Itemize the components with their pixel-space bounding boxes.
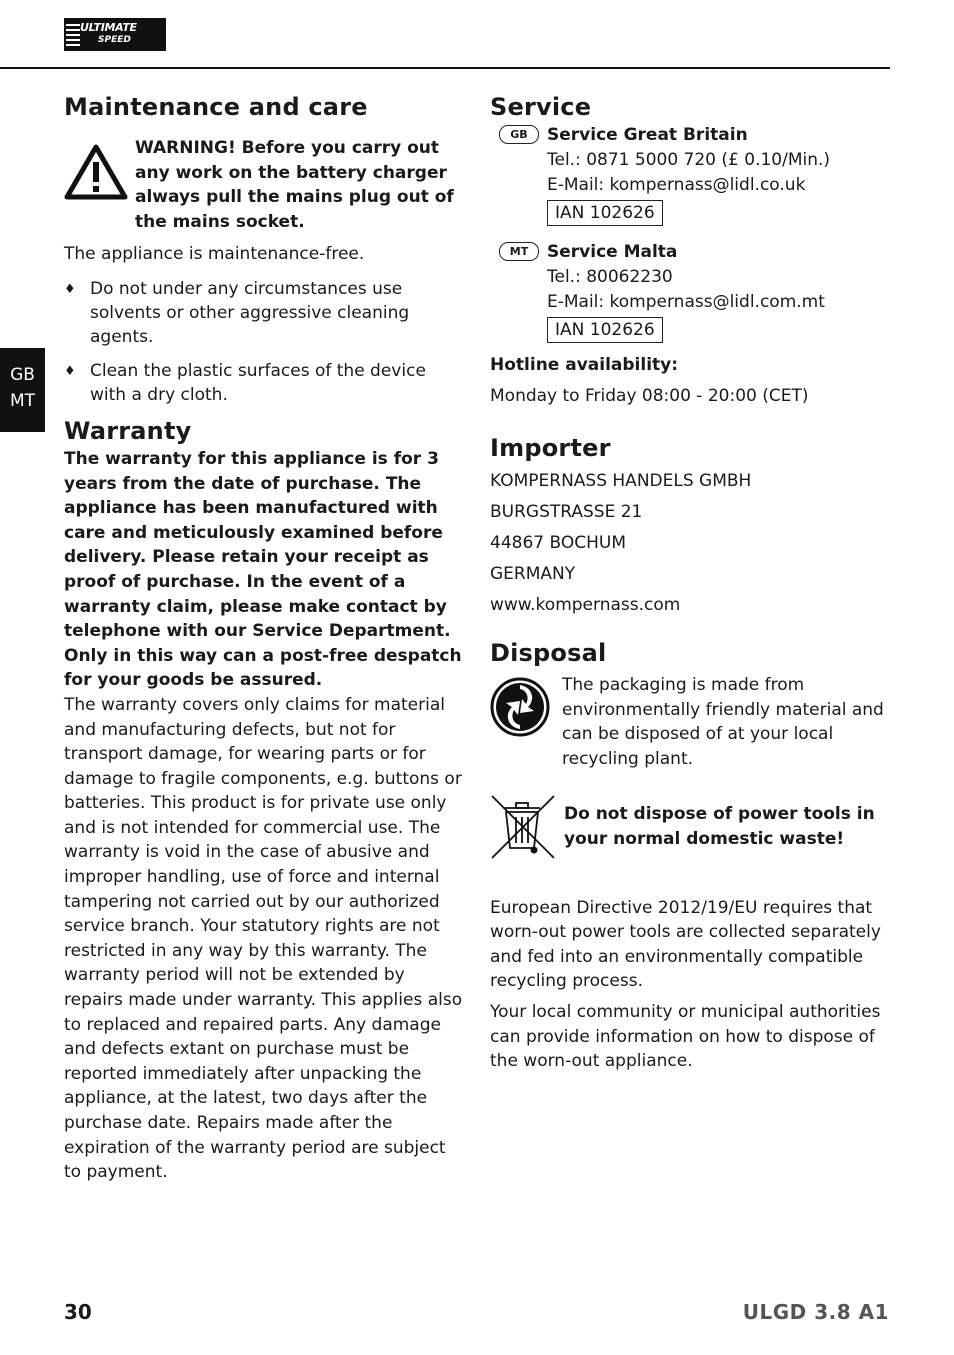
hotline-hours: Monday to Friday 08:00 - 20:00 (CET): [490, 385, 809, 406]
logo-text-ultimate: ULTIMATE: [80, 21, 137, 34]
ian-box: IAN 102626: [547, 200, 663, 226]
list-item: [64, 359, 464, 407]
brand-logo: [64, 18, 166, 51]
importer-city: 44867 BOCHUM: [490, 533, 626, 554]
warranty-body-text: The warranty covers only claims for material and manufacturing defects, but not for transport damage, for wearing parts or for damage to fragile components, e.g. buttons or batteries. This product is for private use only and is not intended for commercial use. The warranty is void in the case of abusive and improper handling, use of force and internal tampering not carried out by our authorized service branch. Your statutory rights are not restricted in any way by this warranty. The warranty period will not be extended by repairs made under warranty. This applies also to replaced and repaired parts. Any damage and defects extant on purchase must be reported immediately after unpacking the appliance, at the latest, two days after the purchase date. Repairs made after the expiration of the warranty period are subject to payment.: [64, 694, 463, 1183]
green-dot-recycling-icon: [490, 677, 550, 737]
disposal-heading: Disposal: [490, 639, 607, 668]
community-text: Your local community or municipal authorities can provide information on how to dispose of the worn-out appliance.: [490, 1001, 881, 1072]
page-number: 30: [64, 1300, 92, 1324]
country-badge-mt: MT: [499, 242, 539, 261]
importer-country: GERMANY: [490, 564, 576, 585]
warranty-heading: Warranty: [64, 416, 192, 445]
maintenance-heading: Maintenance and care: [64, 93, 368, 121]
service-name: Service Great Britain: [547, 125, 748, 145]
right-column: [490, 93, 888, 1074]
warning-text: WARNING! Before you carry out any work on the battery charger always pull the mains plug out of the mains socket.: [135, 138, 454, 232]
language-tab: [0, 348, 45, 432]
maintenance-warning: [64, 136, 464, 234]
service-entry-gb: [482, 123, 888, 226]
maintenance-intro: The appliance is maintenance-free.: [64, 244, 365, 265]
service-entry-mt: [482, 240, 888, 343]
model-number: ULGD 3.8 A1: [742, 1300, 889, 1324]
weee-note: [490, 794, 888, 860]
importer-address: [490, 466, 888, 621]
country-badge-gb: GB: [499, 125, 539, 144]
service-tel: Tel.: 80062230: [547, 267, 673, 287]
service-tel: Tel.: 0871 5000 720 (£ 0.10/Min.): [547, 150, 831, 170]
bullet-text: Clean the plastic surfaces of the device with a dry cloth.: [90, 360, 426, 405]
importer-website: www.kompernass.com: [490, 595, 681, 616]
warranty-bold-text: The warranty for this appliance is for 3 years from the date of purchase. The appliance has been manufactured with care and meticulously examined before delivery. Please retain your receipt as proof of purchase. In the event of a warranty claim, please make contact by telephone with our Service Department. Only in this way can a post-free despatch for your goods be assured.: [64, 448, 462, 691]
language-tab-mt: MT: [9, 391, 36, 411]
importer-company: KOMPERNASS HANDELS GMBH: [490, 471, 752, 492]
directive-text: European Directive 2012/19/EU requires that worn-out power tools are collected separately and fed into an environmentally compatible recycling process.: [490, 897, 881, 992]
left-column: [64, 93, 464, 1185]
service-email: E-Mail: kompernass@lidl.co.uk: [547, 175, 806, 195]
bullet-text: Do not under any circumstances use solvents or other aggressive cleaning agents.: [90, 278, 410, 347]
weee-warning-text: Do not dispose of power tools in your normal domestic waste!: [564, 803, 875, 849]
header-rule: [0, 67, 890, 69]
service-email: E-Mail: kompernass@lidl.com.mt: [547, 292, 825, 312]
hotline-label: Hotline availability:: [490, 355, 679, 375]
bullet-diamond-icon: ♦: [64, 363, 76, 379]
logo-stripes: [66, 24, 80, 46]
list-item: [64, 277, 464, 349]
ian-box: IAN 102626: [547, 317, 663, 343]
packaging-note: [490, 673, 888, 771]
service-name: Service Malta: [547, 242, 678, 262]
warning-triangle-icon: [64, 144, 128, 200]
bullet-diamond-icon: ♦: [64, 281, 76, 297]
crossed-bin-icon: [490, 794, 556, 860]
logo-text-speed: SPEED: [98, 35, 131, 45]
importer-street: BURGSTRASSE 21: [490, 502, 643, 523]
packaging-text: The packaging is made from environmentally friendly material and can be disposed of at your local recycling plant.: [562, 675, 884, 769]
language-tab-gb: GB: [10, 365, 35, 385]
importer-heading: Importer: [490, 434, 611, 463]
service-heading: Service: [490, 93, 592, 121]
